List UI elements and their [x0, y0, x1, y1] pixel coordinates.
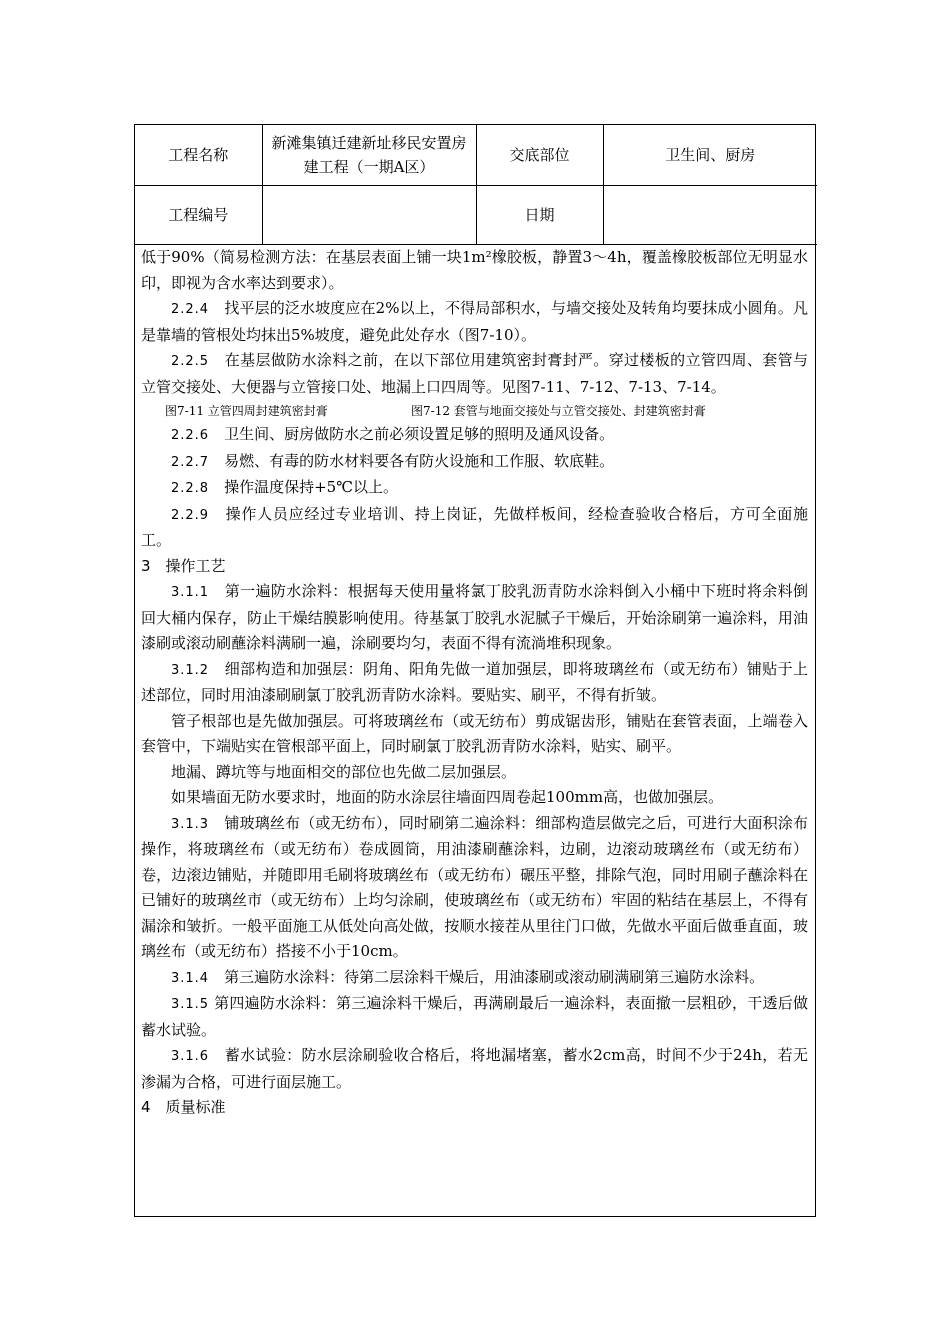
clause-number: 3.1.3 — [171, 816, 210, 832]
project-name-value: 新滩集镇迁建新址移民安置房建工程（一期A区） — [262, 125, 476, 186]
content-body — [135, 245, 815, 1121]
figure-caption-7-12: 图7-12 套管与地面交接处与立管交接处、封建筑密封膏 — [411, 404, 706, 418]
clause-number: 2.2.9 — [171, 507, 210, 523]
paragraph-3-1-1 — [141, 579, 808, 657]
clause-number: 2.2.7 — [171, 454, 210, 470]
clause-text: 操作人员应经过专业培训、持上岗证，先做样板间，经检查验收合格后，方可全面施工。 — [141, 504, 808, 549]
clause-text: 第四遍防水涂料：第三遍涂料干燥后，再满刷最后一遍涂料，表面撤一层粗砂，干透后做蓄水试验。 — [141, 994, 808, 1039]
disclosure-part-label: 交底部位 — [476, 125, 603, 186]
figure-caption-7-11: 图7-11 立管四周封建筑密封膏 — [165, 404, 328, 418]
paragraph-2-2-5 — [141, 348, 808, 400]
clause-number: 3.1.4 — [171, 970, 210, 986]
paragraph-wall: 如果墙面无防水要求时，地面的防水涂层往墙面四周卷起100mm高，也做加强层。 — [171, 788, 724, 806]
paragraph-2-2-8 — [141, 475, 808, 502]
clause-text: 第一遍防水涂料：根据每天使用量将氯丁胶乳沥青防水涂料倒入小桶中下班时将余料倒回大桶内保存，防止干燥结膜影响使用。待基氯丁胶乳水泥腻子干燥后，开始涂刷第一遍涂料，用油漆刷或滚动刷蘸涂料满刷一遍，涂刷要均匀，表面不得有流淌堆积现象。 — [141, 582, 808, 652]
paragraph-pipe-root: 管子根部也是先做加强层。可将玻璃丝布（或无纺布）剪成锯齿形，铺贴在套管表面，上端卷入套管中，下端贴实在管根部平面上，同时刷氯丁胶乳沥青防水涂料，贴实、刷平。 — [141, 711, 808, 755]
clause-number: 3.1.5 — [171, 997, 210, 1012]
project-number-label: 工程编号 — [135, 186, 262, 245]
paragraph-continued: 低于90%（简易检测方法：在基层表面上铺一块1m²橡胶板，静置3～4h，覆盖橡胶板部位无明显水印，即视为含水率达到要求）。 — [141, 248, 808, 292]
paragraph-2-2-6 — [141, 422, 808, 449]
paragraph-2-2-9 — [141, 502, 808, 554]
clause-text: 卫生间、厨房做防水之前必须设置足够的照明及通风设备。 — [224, 425, 615, 443]
paragraph-3-1-5 — [141, 991, 808, 1043]
date-label: 日期 — [476, 186, 603, 245]
clause-text: 在基层做防水涂料之前，在以下部位用建筑密封膏封严。穿过楼板的立管四周、套管与立管交接处、大便器与立管接口处、地漏上口四周等。见图7-11、7-12、7-13、7-14。 — [141, 351, 808, 396]
date-value — [603, 186, 817, 245]
clause-text: 铺玻璃丝布（或无纺布），同时刷第二遍涂料：细部构造层做完之后，可进行大面积涂布操作，将玻璃丝布（或无纺布）卷成圆筒，用油漆刷蘸涂料，边刷，边滚动玻璃丝布（或无纺布）卷，边滚边铺贴，并随即用毛刷将玻璃丝布（或无纺布）碾压平整，排除气泡，同时用刷子蘸涂料在已铺好的玻璃丝市（或无纺布）上均匀涂刷，使玻璃丝布（或无纺布）牢固的粘结在基层上，不得有漏涂和皱折。一般平面施工从低处向高处做，按顺水接茬从里往门口做，先做水平面后做垂直面，玻璃丝布（或无纺布）搭接不小于10cm。 — [141, 813, 808, 960]
paragraph-2-2-7 — [141, 449, 808, 476]
disclosure-sheet — [134, 124, 816, 1217]
paragraph-3-1-2 — [141, 657, 808, 709]
clause-number: 3.1.2 — [171, 662, 210, 678]
clause-text: 蓄水试验：防水层涂刷验收合格后，将地漏堵塞，蓄水2cm高，时间不少于24h，若无渗漏为合格，可进行面层施工。 — [141, 1046, 808, 1091]
clause-number: 3.1.6 — [171, 1049, 210, 1064]
clause-text: 找平层的泛水坡度应在2%以上，不得局部积水，与墙交接处及转角均要抹成小圆角。凡是靠墙的管根处均抹出5%坡度，避免此处存水（图7-10）。 — [141, 299, 808, 344]
header-table — [135, 125, 817, 245]
project-number-value — [262, 186, 476, 245]
clause-text: 操作温度保持+5℃以上。 — [224, 478, 398, 496]
clause-number: 2.2.4 — [171, 302, 210, 317]
disclosure-part-value: 卫生间、厨房 — [603, 125, 817, 186]
figure-captions — [141, 400, 808, 422]
clause-text: 第三遍防水涂料：待第二层涂料干燥后，用油漆刷或滚动刷满刷第三遍防水涂料。 — [224, 967, 765, 986]
clause-number: 2.2.6 — [171, 428, 210, 443]
paragraph-3-1-3 — [141, 811, 808, 965]
project-name-label: 工程名称 — [135, 125, 262, 186]
section-heading-3: 3 操作工艺 — [141, 556, 226, 575]
paragraph-3-1-4 — [141, 965, 808, 992]
clause-text: 易燃、有毒的防水材料要各有防火设施和工作服、软底鞋。 — [224, 451, 615, 470]
paragraph-3-1-6 — [141, 1043, 808, 1095]
paragraph-floor-drain: 地漏、蹲坑等与地面相交的部位也先做二层加强层。 — [171, 762, 517, 781]
clause-number: 2.2.5 — [171, 354, 210, 369]
section-heading-4: 4 质量标准 — [141, 1098, 226, 1116]
clause-number: 3.1.1 — [171, 585, 210, 600]
paragraph-2-2-4 — [141, 296, 808, 348]
clause-number: 2.2.8 — [171, 481, 210, 496]
clause-text: 细部构造和加强层：阴角、阳角先做一道加强层，即将玻璃丝布（或无纺布）铺贴于上述部位，同时用油漆刷刷氯丁胶乳沥青防水涂料。要贴实、刷平，不得有折皱。 — [141, 659, 808, 704]
